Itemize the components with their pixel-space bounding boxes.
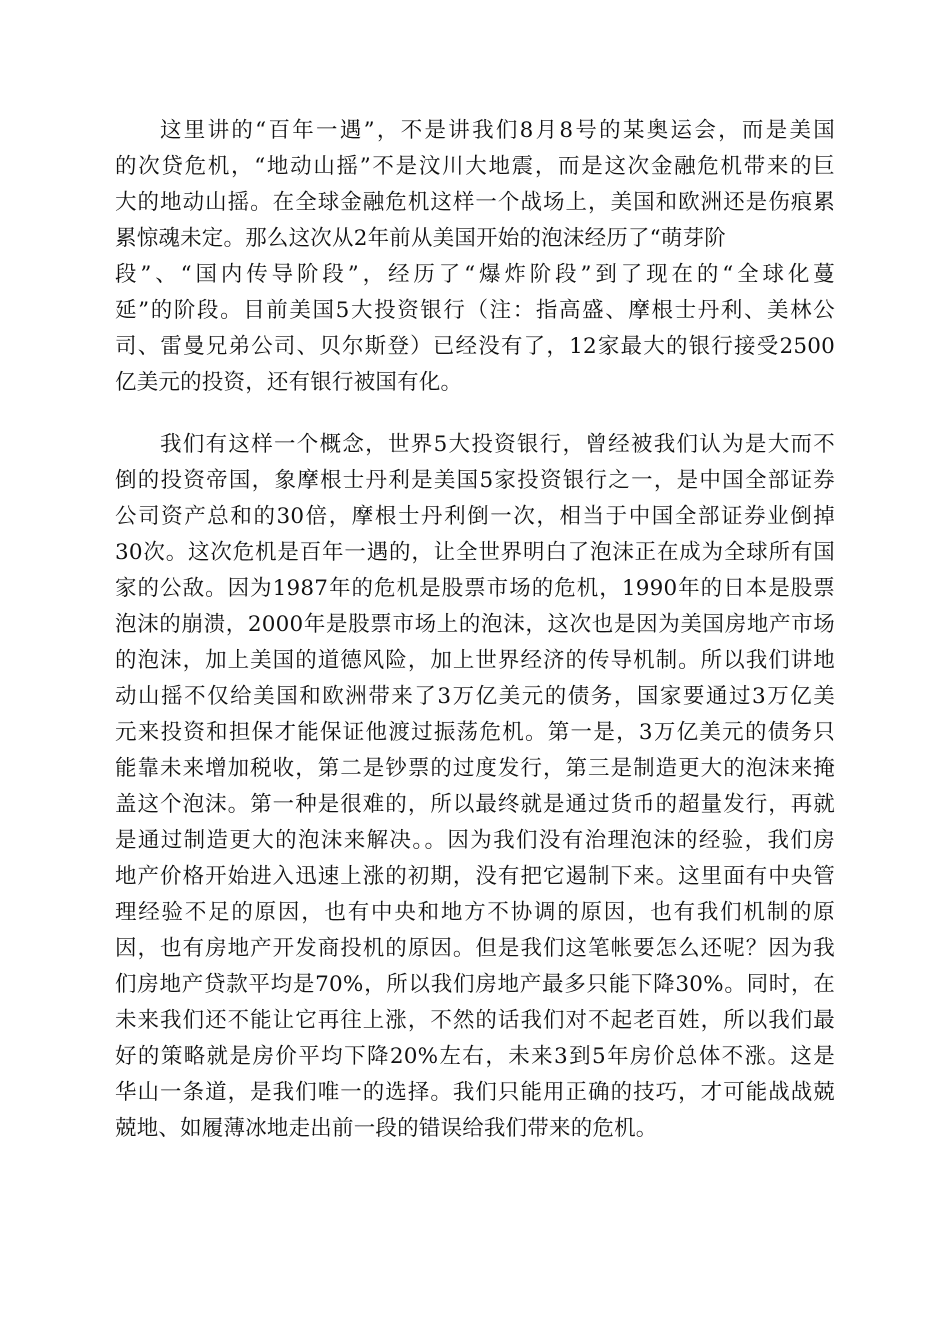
text-line: 们房地产贷款平均是70%，所以我们房地产最多只能下降30%。同时，在 (115, 972, 835, 997)
text-line: 我们有这样一个概念，世界5大投资银行，曾经被我们认为是大而不 (160, 432, 835, 457)
text-line: 兢地、如履薄冰地走出前一段的错误给我们带来的危机。 (115, 1116, 658, 1141)
paragraph-1 (115, 113, 835, 401)
document-page (115, 113, 835, 1147)
text-line: 延”的阶段。目前美国5大投资银行（注：指高盛、摩根士丹利、美林公 (115, 298, 835, 323)
text-line: 30次。这次危机是百年一遇的，让全世界明白了泡沫正在成为全球所有国 (115, 540, 835, 565)
text-line: 累惊魂未定。那么这次从2年前从美国开始的泡沫经历了“萌芽阶 (115, 226, 726, 251)
text-line: 泡沫的崩溃，2000年是股票市场上的泡沫，这次也是因为美国房地产市场 (115, 612, 835, 637)
text-line: 的泡沫，加上美国的道德风险，加上世界经济的传导机制。所以我们讲地 (115, 648, 835, 673)
text-line: 好的策略就是房价平均下降20%左右，未来3到5年房价总体不涨。这是 (115, 1044, 835, 1069)
text-line: 因，也有房地产开发商投机的原因。但是我们这笔帐要怎么还呢？因为我 (115, 936, 835, 961)
paragraph-spacer (115, 401, 835, 427)
text-line: 司、雷曼兄弟公司、贝尔斯登）已经没有了，12家最大的银行接受2500 (115, 334, 835, 359)
text-line: 的次贷危机，“地动山摇”不是汶川大地震，而是这次金融危机带来的巨 (115, 154, 835, 179)
text-line: 段”、“国内传导阶段”，经历了“爆炸阶段”到了现在的“全球化蔓 (115, 262, 835, 287)
text-line: 公司资产总和的30倍，摩根士丹利倒一次，相当于中国全部证券业倒掉 (115, 504, 835, 529)
text-line: 倒的投资帝国，象摩根士丹利是美国5家投资银行之一，是中国全部证券 (115, 468, 835, 493)
text-line: 未来我们还不能让它再往上涨，不然的话我们对不起老百姓，所以我们最 (115, 1008, 835, 1033)
text-line: 盖这个泡沫。第一种是很难的，所以最终就是通过货币的超量发行，再就 (115, 792, 835, 817)
text-line: 地产价格开始进入迅速上涨的初期，没有把它遏制下来。这里面有中央管 (115, 864, 835, 889)
text-line: 是通过制造更大的泡沫来解决。。因为我们没有治理泡沫的经验，我们房 (115, 828, 835, 853)
text-line: 家的公敌。因为1987年的危机是股票市场的危机，1990年的日本是股票 (115, 576, 835, 601)
text-line: 大的地动山摇。在全球金融危机这样一个战场上，美国和欧洲还是伤痕累 (115, 190, 835, 215)
text-line: 能靠未来增加税收，第二是钞票的过度发行，第三是制造更大的泡沫来掩 (115, 756, 835, 781)
text-line: 亿美元的投资，还有银行被国有化。 (115, 370, 463, 395)
text-line: 理经验不足的原因，也有中央和地方不协调的原因，也有我们机制的原 (115, 900, 835, 925)
text-line: 动山摇不仅给美国和欧洲带来了3万亿美元的债务，国家要通过3万亿美 (115, 684, 835, 709)
paragraph-2 (115, 427, 835, 1147)
text-line: 华山一条道，是我们唯一的选择。我们只能用正确的技巧，才可能战战兢 (115, 1080, 835, 1105)
text-line: 元来投资和担保才能保证他渡过振荡危机。第一是，3万亿美元的债务只 (115, 720, 835, 745)
text-line: 这里讲的“百年一遇”，不是讲我们8月8号的某奥运会，而是美国 (160, 118, 835, 143)
